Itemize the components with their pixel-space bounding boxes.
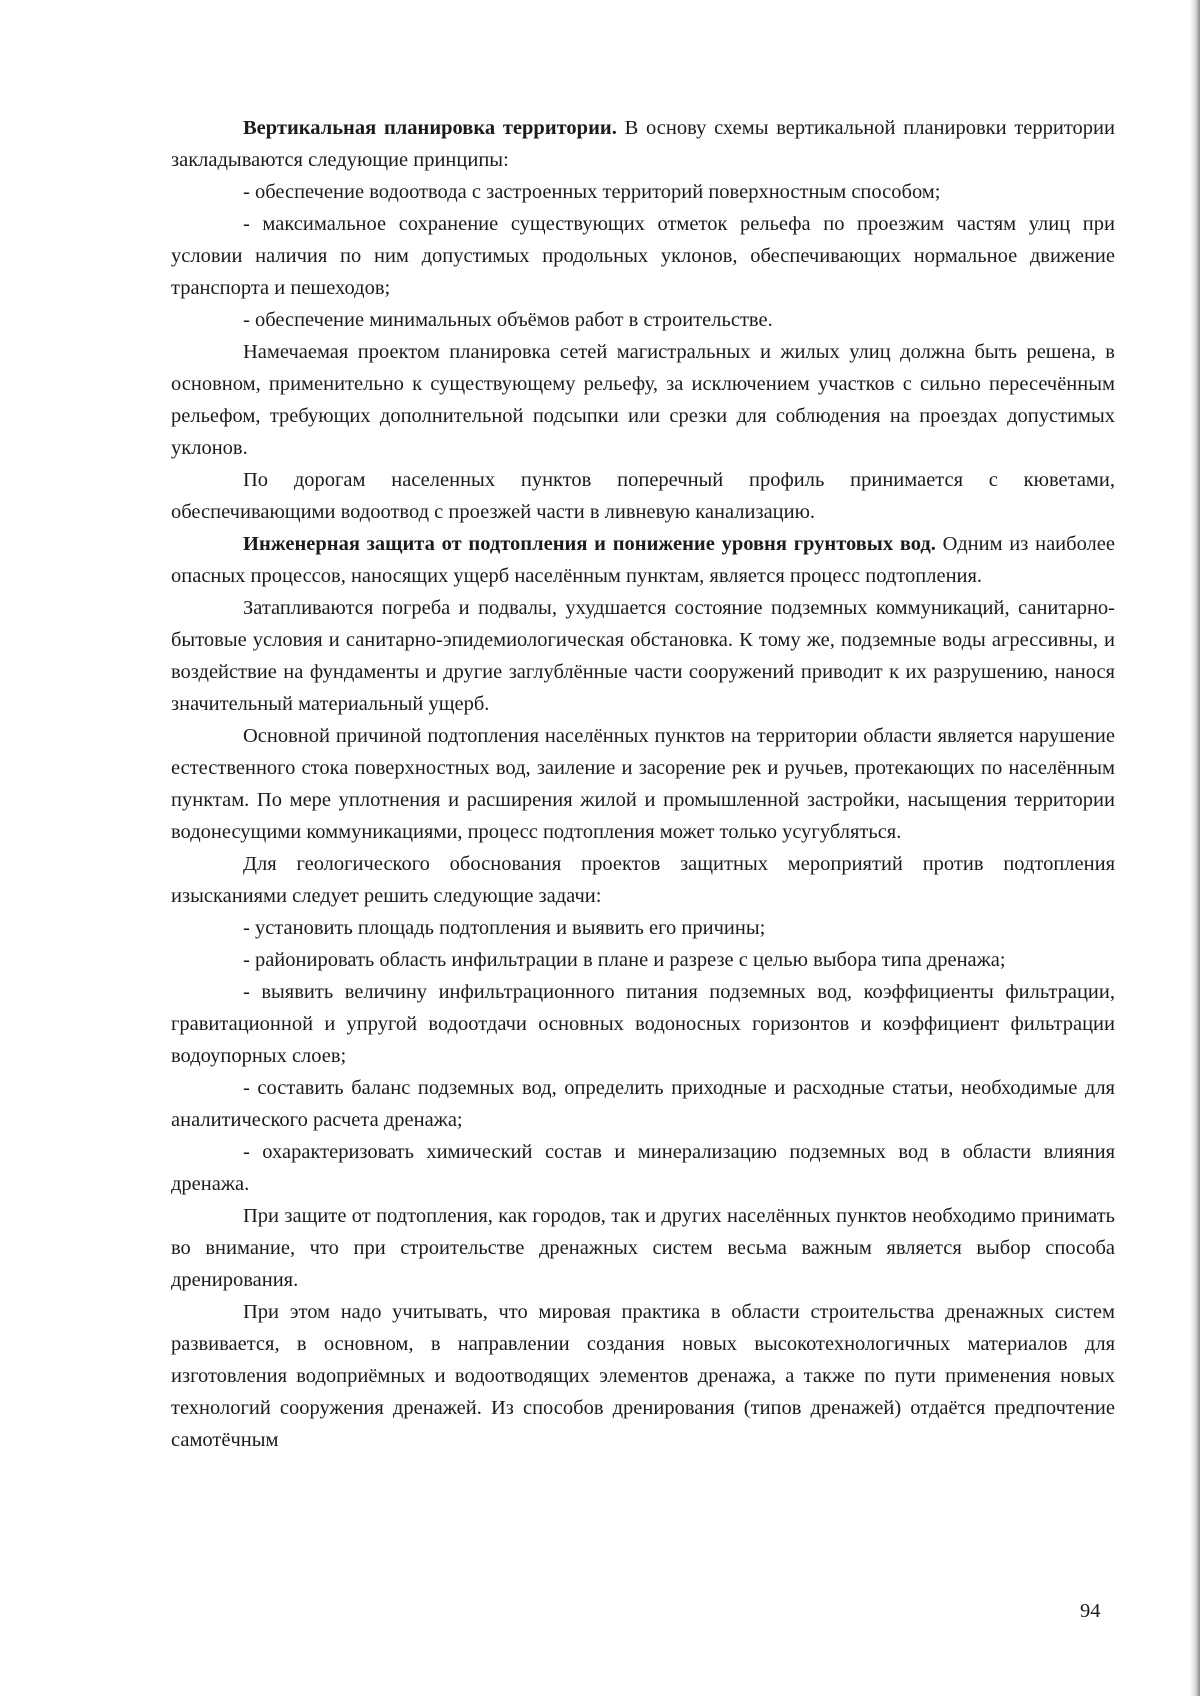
- list-item: - обеспечение водоотвода с застроенных территорий поверхностным способом;: [243, 181, 941, 203]
- list-item: - составить баланс подземных вод, определить приходные и расходные статьи, необходимые для аналитического расчета дренажа;: [171, 1077, 1115, 1131]
- paragraph-text: Одним из наиболее опасных процессов, наносящих ущерб населённым пунктам, является процесс подтопления.: [171, 533, 1115, 587]
- list-item: - районировать область инфильтрации в плане и разрезе с целью выбора типа дренажа;: [243, 949, 1006, 971]
- heading-vertical-planning: Вертикальная планировка территории.: [243, 117, 617, 139]
- page-edge-shadow: [1190, 0, 1200, 1696]
- list-item: - установить площадь подтопления и выявить его причины;: [243, 917, 766, 939]
- list-item: - максимальное сохранение существующих отметок рельефа по проезжим частям улиц при условии наличия по ним допустимых продольных уклонов, обеспечивающих нормальное движение транспорта и пешеходов;: [171, 213, 1115, 299]
- list-item: - охарактеризовать химический состав и минерализацию подземных вод в области влияния дренажа.: [171, 1141, 1115, 1195]
- paragraph: При защите от подтопления, как городов, так и других населённых пунктов необходимо принимать во внимание, что при строительстве дренажных систем весьма важным является выбор способа дренирования.: [171, 1205, 1115, 1291]
- paragraph: Затапливаются погреба и подвалы, ухудшается состояние подземных коммуникаций, санитарно-бытовые условия и санитарно-эпидемиологическая обстановка. К тому же, подземные воды агрессивны, и воздействие на фундаменты и другие заглублённые части сооружений приводит к их разрушению, нанося значительный материальный ущерб.: [171, 597, 1115, 715]
- page-number: 94: [1080, 1600, 1101, 1622]
- paragraph: Основной причиной подтопления населённых пунктов на территории области является нарушение естественного стока поверхностных вод, заиление и засорение рек и ручьев, протекающих по населённым пунктам. По мере уплотнения и расширения жилой и промышленной застройки, насыщения территории водонесущими коммуникациями, процесс подтопления может только усугубляться.: [171, 725, 1115, 843]
- paragraph-vertical-planning: [171, 112, 1115, 176]
- paragraph-flood-protection: [171, 528, 1115, 592]
- list-item: - выявить величину инфильтрационного питания подземных вод, коэффициенты фильтрации, гравитационной и упругой водоотдачи основных водоносных горизонтов и коэффициент фильтрации водоупорных слоев;: [171, 981, 1115, 1067]
- paragraph: Для геологического обоснования проектов защитных мероприятий против подтопления изысканиями следует решить следующие задачи:: [171, 853, 1115, 907]
- paragraph-text: В основу схемы вертикальной планировки территории закладываются следующие принципы:: [171, 117, 1116, 171]
- document-body: [171, 112, 1115, 1456]
- list-item: - обеспечение минимальных объёмов работ в строительстве.: [243, 309, 773, 331]
- heading-flood-protection: Инженерная защита от подтопления и понижение уровня грунтовых вод.: [243, 533, 936, 555]
- paragraph: Намечаемая проектом планировка сетей магистральных и жилых улиц должна быть решена, в основном, применительно к существующему рельефу, за исключением участков с сильно пересечённым рельефом, требующих дополнительной подсыпки или срезки для соблюдения на проездах допустимых уклонов.: [171, 341, 1115, 459]
- paragraph: При этом надо учитывать, что мировая практика в области строительства дренажных систем развивается, в основном, в направлении создания новых высокотехнологичных материалов для изготовления водоприёмных и водоотводящих элементов дренажа, а также по пути применения новых технологий сооружения дренажей. Из способов дренирования (типов дренажей) отдаётся предпочтение самотёчным: [171, 1301, 1115, 1451]
- paragraph: По дорогам населенных пунктов поперечный профиль принимается с кюветами, обеспечивающими водоотвод с проезжей части в ливневую канализацию.: [171, 469, 1115, 523]
